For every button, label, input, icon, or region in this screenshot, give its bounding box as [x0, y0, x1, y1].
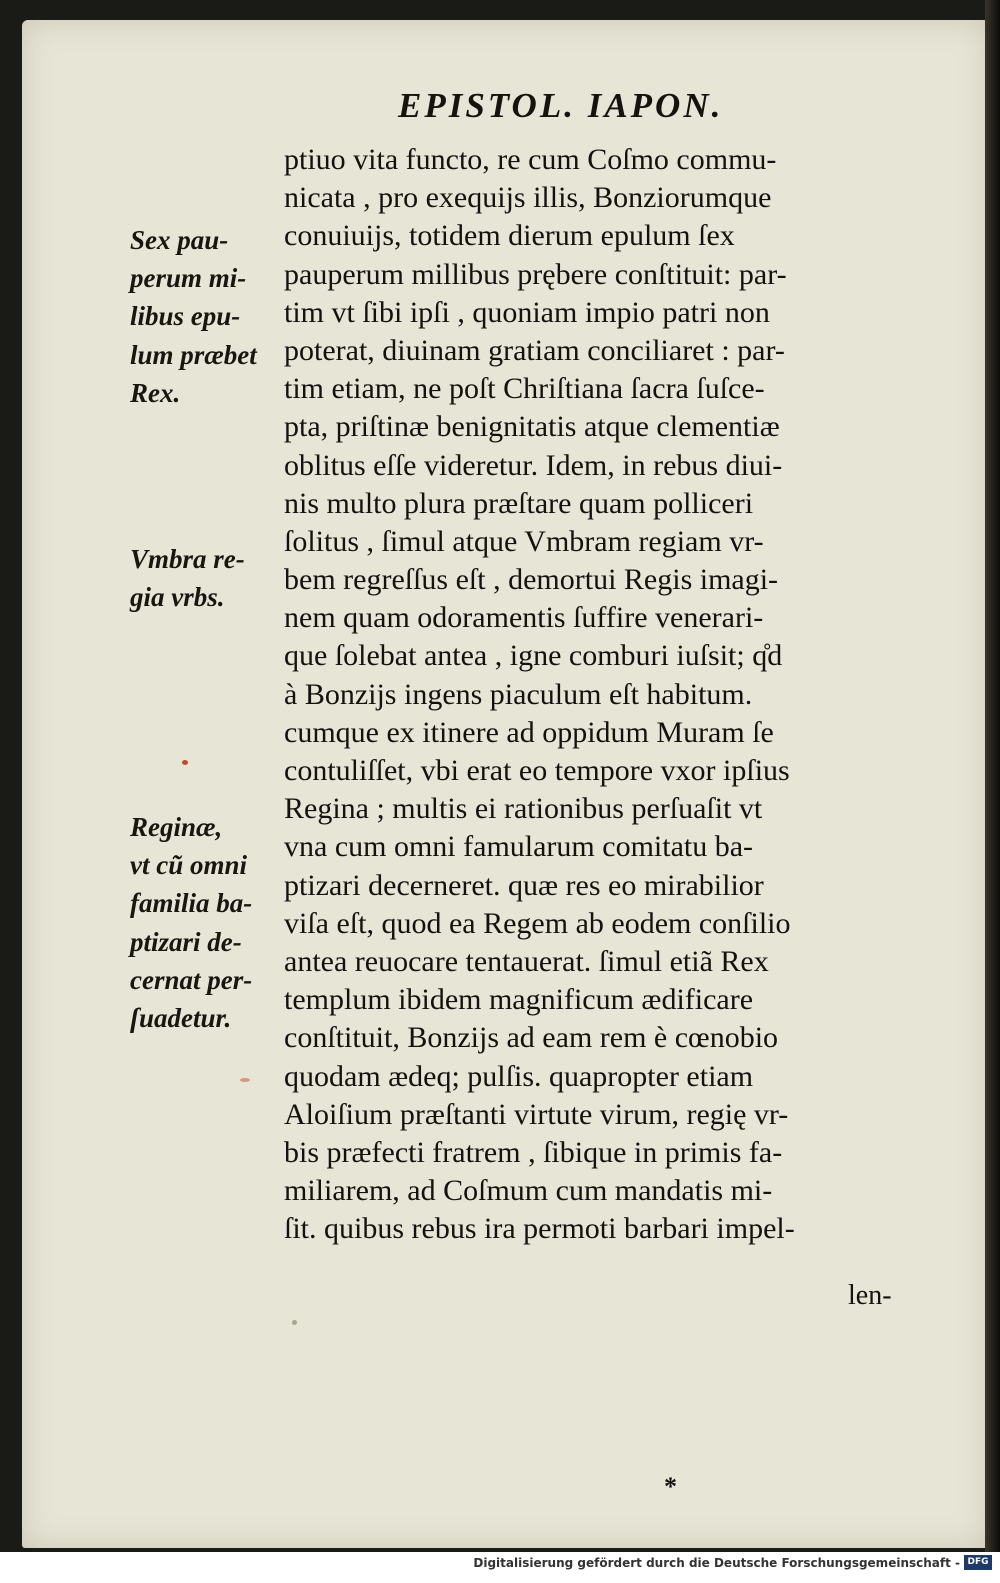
- marginal-line: ptizari de-: [130, 926, 242, 957]
- text-line: pta, priſtinæ benignitatis atque clementiæ: [284, 410, 780, 444]
- marginal-line: Rex.: [130, 377, 181, 408]
- page-edge: [985, 0, 1000, 1583]
- body-text: [284, 141, 924, 1248]
- text-line: miliarem, ad Coſmum cum mandatis mi-: [284, 1174, 773, 1208]
- marginal-line: libus epu-: [130, 301, 241, 332]
- text-line: viſa eſt, quod ea Regem ab eodem conſilio: [284, 906, 791, 940]
- text-line: conuiuijs, totidem dierum epulum ſex: [284, 219, 735, 253]
- text-line: bem regreſſus eſt , demortui Regis imagi-: [284, 563, 779, 597]
- marginal-line: cernat per-: [130, 964, 253, 995]
- signature-mark: *: [664, 1472, 677, 1501]
- marginal-note-regina: [130, 808, 280, 1037]
- marginal-line: Sex pau-: [130, 225, 229, 255]
- text-line: pauperum millibus pręberе conſtituit: par-: [284, 257, 787, 291]
- text-line: quodam ædeq; pulſis. quapropter etiam: [284, 1059, 754, 1093]
- text-line: nem quam odoramentis ſuffire venerari-: [284, 601, 764, 635]
- marginal-line: gia vrbs.: [130, 582, 225, 613]
- marginal-line: Vmbra re-: [130, 544, 245, 574]
- catchword: len-: [848, 1280, 892, 1311]
- text-line: oblitus eſſe videretur. Idem, in rebus diui-: [284, 448, 783, 482]
- text-line: Aloiſium præſtanti virtute virum, regię vr-: [284, 1097, 789, 1131]
- running-head: EPISTOL. IAPON.: [398, 86, 724, 125]
- text-line: contuliſſet, vbi erat eo tempore vxor ipſius: [284, 754, 790, 787]
- text-line: poterat, diuinam gratiam conciliaret : par-: [284, 333, 785, 367]
- text-line: nicata , pro exequijs illis, Bonziorumque: [284, 181, 772, 215]
- marginal-line: vt cũ omni: [130, 850, 248, 881]
- text-line: templum ibidem magnificum ædificare: [284, 983, 754, 1017]
- ink-speck: [292, 1320, 297, 1325]
- text-line: tim etiam, ne poſt Chriſtiana ſacra ſuſce-: [284, 372, 765, 406]
- text-line: cumque ex itinere ad oppidum Muram ſe: [284, 715, 774, 749]
- text-line: conſtituit, Bonzijs ad eam rem è cœnobio: [284, 1021, 779, 1055]
- text-line: nis multo plura præſtare quam polliceri: [284, 486, 754, 520]
- text-line: vna cum omni famularum comitatu ba-: [284, 830, 754, 864]
- marginal-line: perum mi-: [130, 263, 247, 294]
- text-line: ptizari decerneret. quæ res eo mirabilior: [284, 868, 764, 902]
- ink-speck: [182, 760, 188, 765]
- marginal-line: ſuadetur.: [130, 1002, 232, 1033]
- marginal-line: familia ba-: [130, 888, 253, 919]
- text-line: ſolitus , ſimul atque Vmbram regiam vr-: [284, 524, 764, 558]
- text-line: ſit. quibus rebus ira permoti barbari impel-: [284, 1212, 795, 1246]
- text-line: bis præfecti fratrem , ſibique in primis fa-: [284, 1135, 783, 1169]
- marginal-note-vmbra: [130, 540, 280, 616]
- text-line: à Bonzijs ingens piaculum eſt habitum.: [284, 677, 753, 711]
- ink-speck: [240, 1078, 250, 1082]
- text-line: que ſolebat antea , igne comburi iuſsit; q̊d: [284, 639, 783, 673]
- funding-credit: Digitalisierung gefördert durch die Deutsche Forschungsgemeinschaft -: [473, 1556, 960, 1570]
- text-line: tim vt ſibi ipſi , quoniam impio patri non: [284, 295, 770, 329]
- marginal-line: lum præbet: [130, 339, 257, 370]
- marginal-line: Reginæ,: [130, 812, 223, 842]
- marginal-note-epulum: [130, 221, 280, 412]
- text-line: antea reuocare tentauerat. ſimul etiã Rex: [284, 944, 769, 978]
- dfg-logo: DFG: [964, 1555, 992, 1570]
- text-line: Regina ; multis ei rationibus perſuaſit vt: [284, 792, 763, 826]
- text-line: ptiuo vita functo, re cum Coſmo commu-: [284, 143, 777, 176]
